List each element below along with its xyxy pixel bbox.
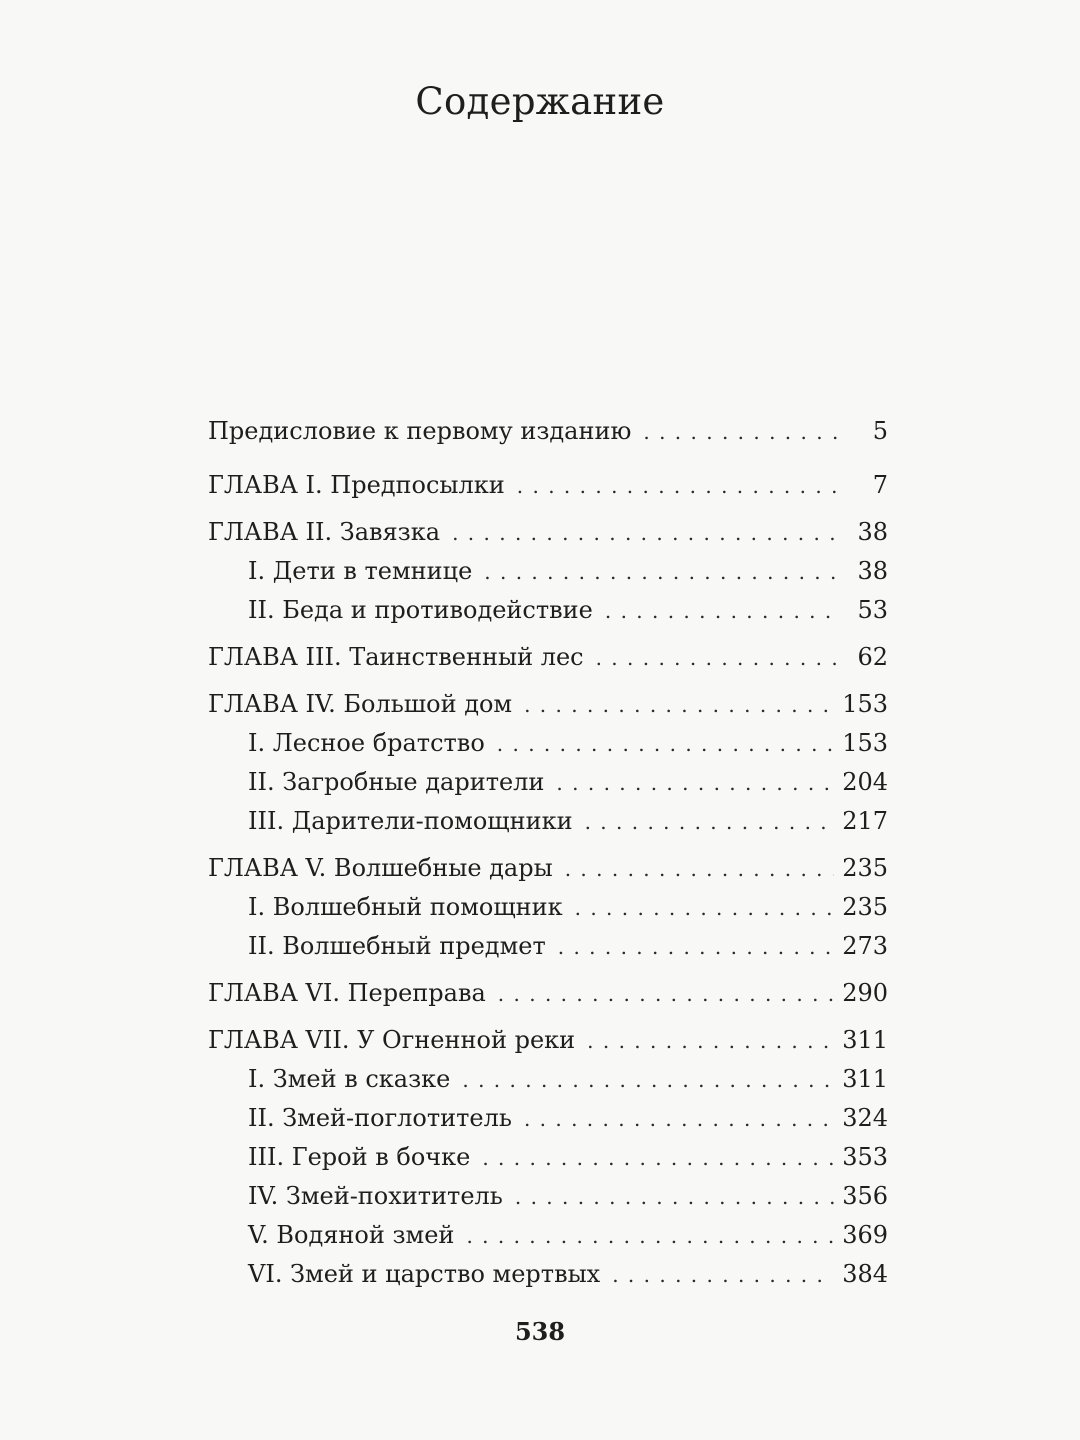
toc-entry-label: ГЛАВА I. Предпосылки	[208, 471, 505, 499]
dot-leader	[515, 1178, 834, 1217]
dot-leader	[497, 725, 834, 764]
toc-entry-page: 62	[857, 643, 888, 671]
page-title: Содержание	[415, 80, 665, 123]
toc-entry-label: Предисловие к первому изданию	[208, 417, 632, 445]
toc-entry-page: 204	[842, 768, 888, 796]
dot-leader	[556, 764, 834, 803]
toc-entry-page: 311	[842, 1065, 888, 1093]
toc-entry-section[interactable]	[208, 1099, 888, 1138]
toc-entry-label: ГЛАВА VI. Переправа	[208, 979, 486, 1007]
toc-entry-label: V. Водяной змей	[248, 1221, 455, 1249]
toc-entry-chapter-4[interactable]	[208, 685, 888, 724]
toc-entry-page: 384	[842, 1260, 888, 1288]
toc-entry-label: II. Беда и противодействие	[248, 596, 593, 624]
dot-leader	[605, 592, 842, 631]
toc-entry-label: ГЛАВА IV. Большой дом	[208, 690, 513, 718]
toc-entry-label: I. Лесное братство	[248, 729, 485, 757]
toc-entry-section[interactable]	[208, 763, 888, 802]
toc-entry-label: I. Волшебный помощник	[248, 893, 563, 921]
toc-entry-label: ГЛАВА V. Волшебные дары	[208, 854, 553, 882]
toc-entry-page: 235	[842, 893, 888, 921]
toc-entry-section[interactable]	[208, 1216, 888, 1255]
dot-leader	[517, 467, 842, 506]
toc-entry-page: 7	[872, 471, 888, 499]
dot-leader	[643, 413, 842, 452]
toc-entry-chapter-2[interactable]	[208, 513, 888, 552]
toc-entry-section[interactable]	[208, 1177, 888, 1216]
dot-leader	[462, 1061, 834, 1100]
dot-leader	[482, 1139, 834, 1178]
toc-entry-label: II. Загробные дарители	[248, 768, 545, 796]
dot-leader	[484, 553, 842, 592]
toc-entry-page: 356	[842, 1182, 888, 1210]
dot-leader	[565, 850, 834, 889]
toc-entry-page: 38	[857, 518, 888, 546]
toc-entry-label: ГЛАВА VII. У Огненной реки	[208, 1026, 576, 1054]
dot-leader	[466, 1217, 834, 1256]
toc-entry-page: 38	[857, 557, 888, 585]
toc-entry-section[interactable]	[208, 888, 888, 927]
toc-entry-label: I. Змей в сказке	[248, 1065, 451, 1093]
toc-entry-label: II. Змей-поглотитель	[248, 1104, 512, 1132]
toc-entry-page: 235	[842, 854, 888, 882]
toc-entry-page: 324	[842, 1104, 888, 1132]
toc-entry-label: I. Дети в темнице	[248, 557, 473, 585]
toc-entry-section[interactable]	[208, 927, 888, 966]
toc-entry-section[interactable]	[208, 552, 888, 591]
dot-leader	[596, 639, 842, 678]
toc-entry-page: 53	[857, 596, 888, 624]
toc-entry-page: 153	[842, 729, 888, 757]
dot-leader	[498, 975, 834, 1014]
toc-entry-chapter-5[interactable]	[208, 849, 888, 888]
toc-entry-label: VI. Змей и царство мертвых	[248, 1260, 601, 1288]
dot-leader	[452, 514, 842, 553]
toc-entry-section[interactable]	[208, 1255, 888, 1294]
dot-leader	[524, 1100, 834, 1139]
toc-entry-preface[interactable]	[208, 412, 888, 451]
toc-entry-page: 153	[842, 690, 888, 718]
toc-entry-label: II. Волшебный предмет	[248, 932, 546, 960]
toc-entry-label: III. Герой в бочке	[248, 1143, 471, 1171]
dot-leader	[585, 803, 835, 842]
toc-entry-chapter-6[interactable]	[208, 974, 888, 1013]
toc-entry-page: 5	[872, 417, 888, 445]
toc-entry-section[interactable]	[208, 1060, 888, 1099]
dot-leader	[524, 686, 834, 725]
toc-entry-label: ГЛАВА II. Завязка	[208, 518, 441, 546]
toc-entry-page: 353	[842, 1143, 888, 1171]
toc-entry-page: 311	[842, 1026, 888, 1054]
toc-entry-page: 290	[842, 979, 888, 1007]
dot-leader	[575, 889, 835, 928]
toc-entry-label: IV. Змей-похититель	[248, 1182, 503, 1210]
toc-entry-page: 273	[842, 932, 888, 960]
dot-leader	[587, 1022, 834, 1061]
toc-entry-chapter-1[interactable]	[208, 466, 888, 505]
table-of-contents	[208, 412, 888, 1294]
toc-entry-page: 217	[842, 807, 888, 835]
dot-leader	[558, 928, 834, 967]
toc-entry-chapter-3[interactable]	[208, 638, 888, 677]
toc-entry-section[interactable]	[208, 1138, 888, 1177]
toc-entry-page: 369	[842, 1221, 888, 1249]
page-number: 538	[514, 1317, 566, 1346]
toc-entry-chapter-7[interactable]	[208, 1021, 888, 1060]
dot-leader	[612, 1256, 834, 1295]
toc-entry-section[interactable]	[208, 591, 888, 630]
toc-entry-label: ГЛАВА III. Таинственный лес	[208, 643, 584, 671]
toc-entry-section[interactable]	[208, 802, 888, 841]
toc-entry-section[interactable]	[208, 724, 888, 763]
toc-entry-label: III. Дарители-помощники	[248, 807, 573, 835]
